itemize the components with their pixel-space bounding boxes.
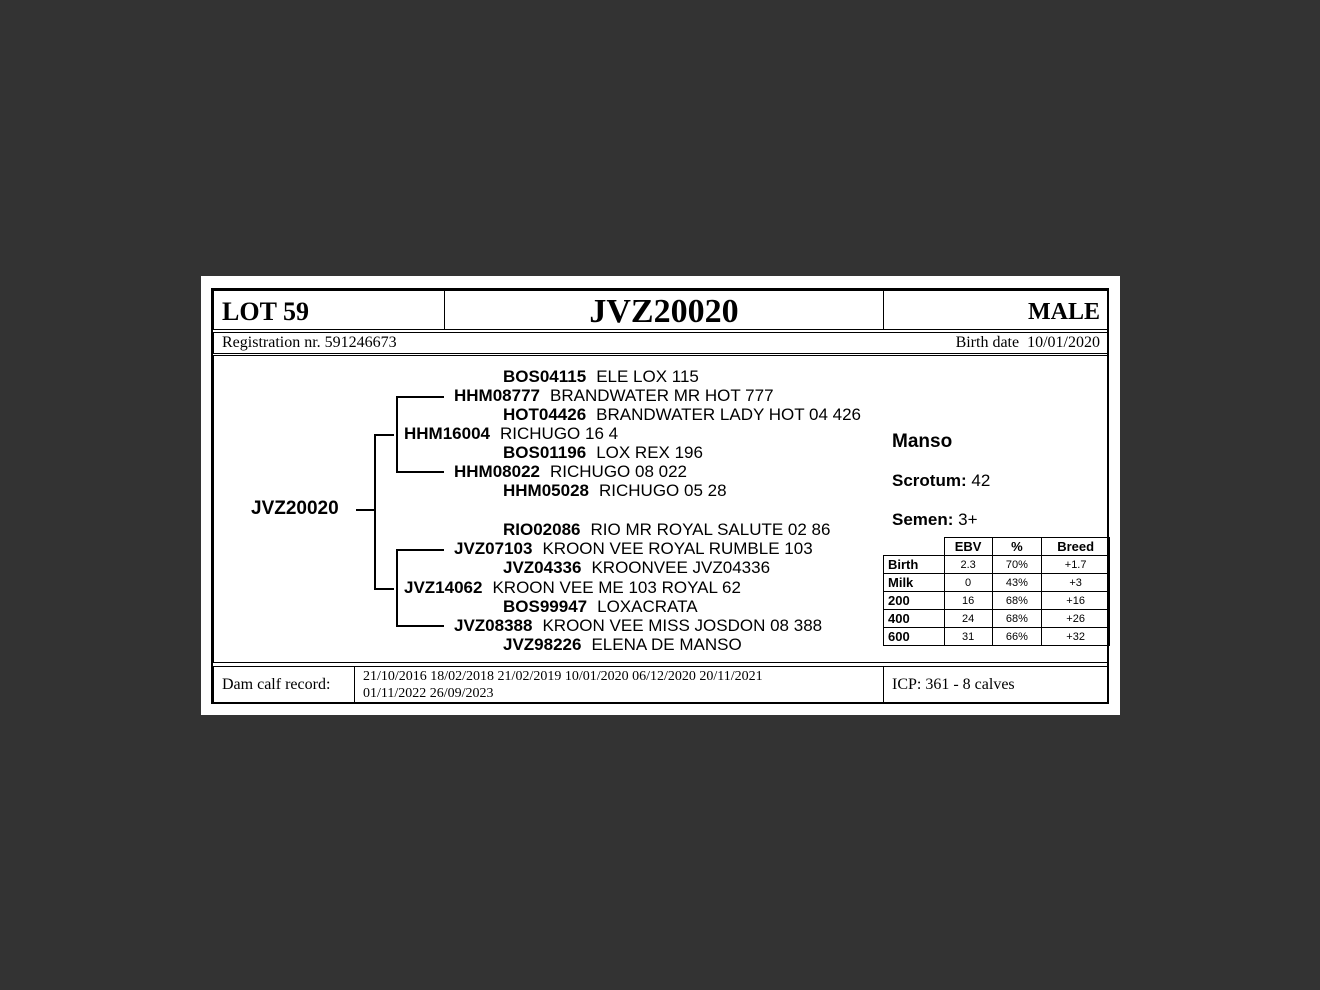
- scrotum-info: Scrotum: 42: [892, 471, 991, 490]
- ebv-header-ebv: EBV: [944, 538, 992, 556]
- ebv-header-breed: Breed: [1042, 538, 1110, 556]
- tree-line: [356, 509, 374, 511]
- pedigree-dam-sire-dam: JVZ04336 KROONVEE JVZ04336: [503, 558, 771, 577]
- animal-id-title: JVZ20020: [589, 293, 739, 330]
- tree-line: [396, 396, 398, 473]
- birth-date: Birth date 10/01/2020: [955, 334, 1100, 351]
- lot-cell: [213, 290, 445, 330]
- ebv-row-400: 400 24 68% +26: [884, 610, 1110, 628]
- pedigree-dam-dam-dam: JVZ98226 ELENA DE MANSO: [503, 635, 742, 654]
- card-frame: [211, 288, 1109, 704]
- pedigree-dam-dam-sire: BOS99947 LOXACRATA: [503, 597, 698, 616]
- registration-number: Registration nr. 591246673: [222, 334, 397, 351]
- pedigree-dam-sire: JVZ07103 KROON VEE ROYAL RUMBLE 103: [454, 539, 813, 558]
- dam-calf-dates-cell: [354, 666, 884, 704]
- dam-calf-label-cell: [213, 666, 355, 704]
- tree-line: [396, 549, 444, 551]
- pedigree-sire-dam-sire: BOS01196 LOX REX 196: [503, 443, 703, 462]
- ebv-header-pct: %: [992, 538, 1042, 556]
- tree-line: [396, 471, 444, 473]
- ebv-row-200: 200 16 68% +16: [884, 592, 1110, 610]
- tree-line: [396, 396, 444, 398]
- sex-label: MALE: [1028, 299, 1100, 325]
- tree-line: [396, 549, 398, 627]
- ebv-row-600: 600 31 66% +32: [884, 628, 1110, 646]
- sex-cell: [883, 290, 1109, 330]
- tree-line: [396, 625, 444, 627]
- tree-line: [374, 434, 376, 590]
- lot-card: [201, 276, 1120, 715]
- pedigree-animal: JVZ20020: [251, 498, 339, 519]
- pedigree-dam-dam: JVZ08388 KROON VEE MISS JOSDON 08 388: [454, 616, 823, 635]
- pedigree-sire-dam: HHM08022 RICHUGO 08 022: [454, 462, 687, 481]
- icp-info: ICP: 361 - 8 calves: [892, 676, 1015, 693]
- pedigree-sire-sire-dam: HOT04426 BRANDWATER LADY HOT 04 426: [503, 405, 862, 424]
- icp-cell: [883, 666, 1109, 704]
- ebv-table: [883, 537, 1110, 646]
- pedigree-sire-sire: HHM08777 BRANDWATER MR HOT 777: [454, 386, 774, 405]
- ebv-row-birth: Birth 2.3 70% +1.7: [884, 556, 1110, 574]
- pedigree-sire: HHM16004 RICHUGO 16 4: [404, 424, 619, 443]
- id-cell: [444, 290, 884, 330]
- semen-info: Semen: 3+: [892, 510, 978, 529]
- registration-row: [213, 332, 1109, 354]
- pedigree-dam: JVZ14062 KROON VEE ME 103 ROYAL 62: [404, 578, 741, 597]
- pedigree-sire-dam-dam: HHM05028 RICHUGO 05 28: [503, 481, 727, 500]
- breeder-name: Manso: [892, 431, 953, 452]
- pedigree-dam-sire-sire: RIO02086 RIO MR ROYAL SALUTE 02 86: [503, 520, 831, 539]
- dam-calf-dates: 21/10/2016 18/02/2018 21/02/2019 10/01/2020 06/12/2020 20/11/2021 01/11/2022 26/09/2023: [363, 669, 763, 701]
- ebv-header-blank: [884, 538, 945, 556]
- ebv-header-row: [884, 538, 1110, 556]
- tree-line: [374, 434, 394, 436]
- ebv-row-milk: Milk 0 43% +3: [884, 574, 1110, 592]
- pedigree-area: [213, 355, 1109, 663]
- pedigree-sire-sire-sire: BOS04115 ELE LOX 115: [503, 367, 699, 386]
- lot-number: LOT 59: [222, 297, 309, 326]
- tree-line: [374, 588, 394, 590]
- dam-calf-label: Dam calf record:: [222, 676, 331, 693]
